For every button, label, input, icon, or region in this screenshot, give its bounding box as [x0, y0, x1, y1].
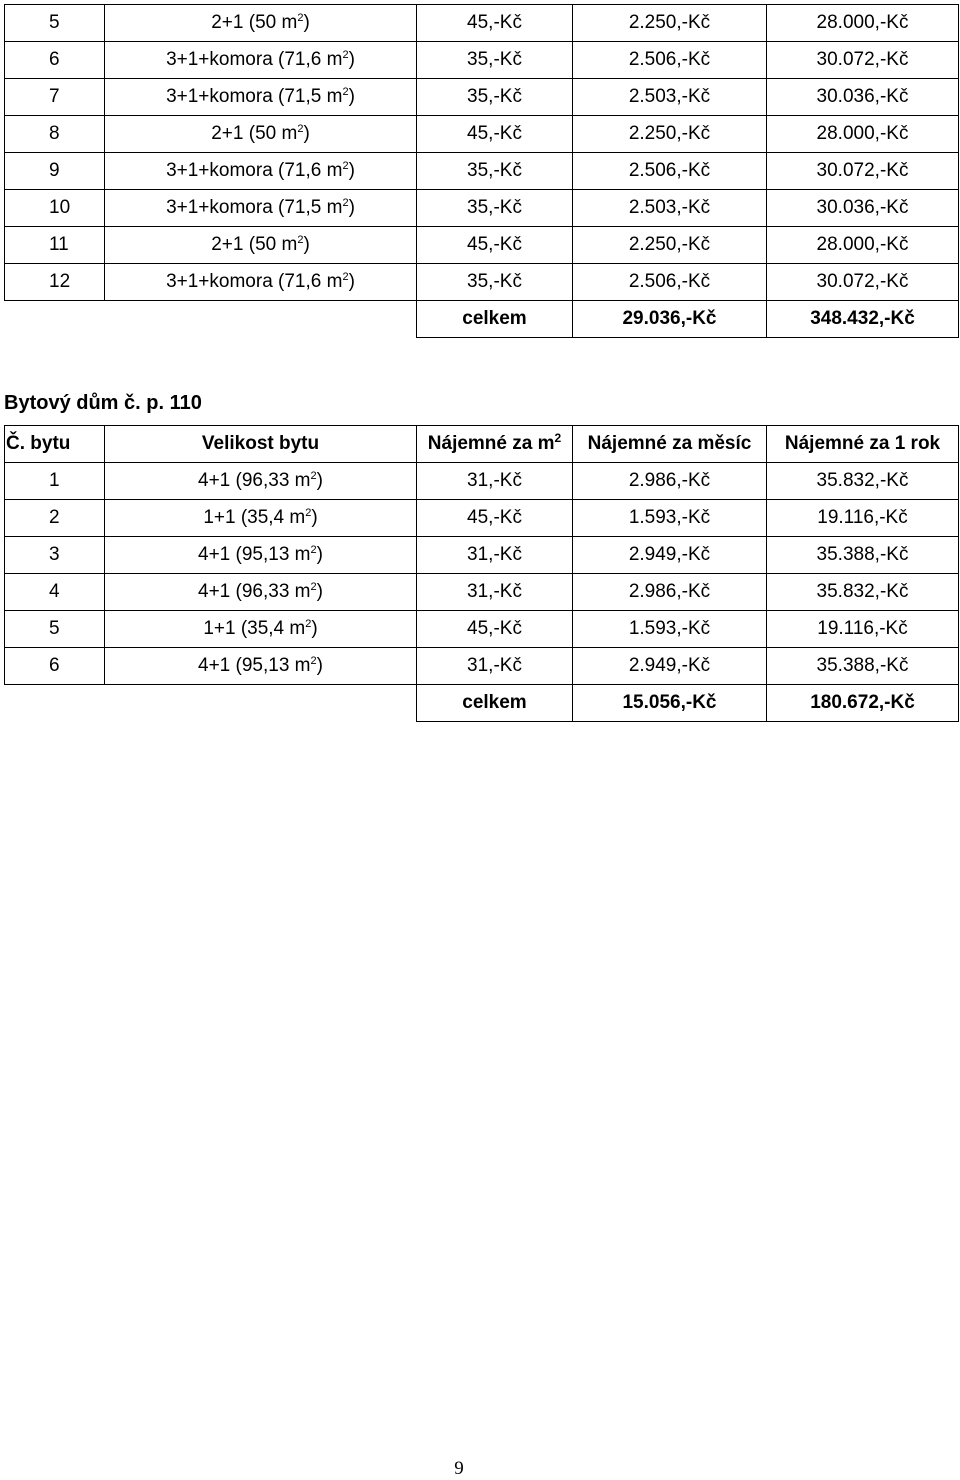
rent-per-m2: 45,-Kč — [417, 116, 573, 153]
apartment-number-cell — [5, 153, 105, 190]
rent-per-m2: 31,-Kč — [417, 463, 573, 500]
rent-per-year: 28.000,-Kč — [767, 5, 959, 42]
apartment-number: 6 — [49, 49, 60, 70]
rent-per-month: 2.250,-Kč — [573, 5, 767, 42]
unit-close: ) — [316, 655, 323, 676]
apartment-size: 4+1 (96,33 m — [198, 581, 311, 602]
table-row — [5, 264, 959, 301]
apartment-number-cell — [5, 227, 105, 264]
apartment-number: 6 — [49, 655, 60, 676]
rent-per-year: 30.072,-Kč — [767, 153, 959, 190]
rent-per-m2: 45,-Kč — [417, 500, 573, 537]
rent-per-month: 2.506,-Kč — [573, 153, 767, 190]
table-row — [5, 611, 959, 648]
rent-per-month: 1.593,-Kč — [573, 611, 767, 648]
unit-close: ) — [303, 12, 310, 33]
apartment-number-cell — [5, 79, 105, 116]
apartment-number: 1 — [49, 470, 60, 491]
apartment-size-cell — [105, 190, 417, 227]
apartment-size: 4+1 (96,33 m — [198, 470, 311, 491]
table-row — [5, 574, 959, 611]
apartment-number: 3 — [49, 544, 60, 565]
total-row — [5, 301, 959, 338]
apartment-number-cell — [5, 190, 105, 227]
rent-per-month: 2.949,-Kč — [573, 648, 767, 685]
rent-per-m2: 31,-Kč — [417, 574, 573, 611]
apartment-size: 3+1+komora (71,6 m — [166, 49, 343, 70]
rent-per-m2: 45,-Kč — [417, 227, 573, 264]
apartment-size: 3+1+komora (71,6 m — [166, 160, 343, 181]
unit-superscript: 2 — [305, 618, 312, 630]
unit-close: ) — [316, 581, 323, 602]
apartment-number: 11 — [49, 234, 69, 255]
rent-table-previous-body — [5, 5, 959, 338]
unit-superscript: 2 — [342, 160, 349, 172]
rent-per-m2: 35,-Kč — [417, 153, 573, 190]
apartment-number: 4 — [49, 581, 60, 602]
table-row — [5, 79, 959, 116]
table-row — [5, 648, 959, 685]
unit-close: ) — [311, 507, 318, 528]
total-label: celkem — [417, 301, 573, 338]
apartment-number-cell — [5, 264, 105, 301]
header-row — [5, 426, 959, 463]
rent-per-year: 35.388,-Kč — [767, 537, 959, 574]
apartment-size-cell — [105, 5, 417, 42]
rent-per-m2: 45,-Kč — [417, 5, 573, 42]
unit-superscript: 2 — [554, 431, 562, 445]
apartment-size-cell — [105, 79, 417, 116]
header-apartment-number-label: Č. bytu — [6, 433, 71, 454]
unit-close: ) — [316, 544, 323, 565]
unit-close: ) — [303, 123, 310, 144]
rent-per-year: 19.116,-Kč — [767, 500, 959, 537]
apartment-size: 2+1 (50 m — [211, 234, 298, 255]
page-number: 9 — [454, 1458, 464, 1479]
unit-superscript: 2 — [342, 86, 349, 98]
apartment-number-cell — [5, 574, 105, 611]
apartment-size: 3+1+komora (71,6 m — [166, 271, 343, 292]
unit-close: ) — [311, 618, 318, 639]
apartment-size: 4+1 (95,13 m — [198, 655, 311, 676]
rent-per-year: 19.116,-Kč — [767, 611, 959, 648]
apartment-size-cell — [105, 153, 417, 190]
unit-close: ) — [348, 197, 355, 218]
apartment-number-cell — [5, 537, 105, 574]
rent-per-year: 35.388,-Kč — [767, 648, 959, 685]
table-row — [5, 190, 959, 227]
apartment-size: 1+1 (35,4 m — [203, 507, 306, 528]
section-heading: Bytový dům č. p. 110 — [4, 392, 202, 414]
apartment-number-cell — [5, 116, 105, 153]
apartment-size: 4+1 (95,13 m — [198, 544, 311, 565]
total-month: 15.056,-Kč — [573, 685, 767, 722]
header-rent-per-m2 — [417, 426, 573, 463]
total-year: 348.432,-Kč — [767, 301, 959, 338]
apartment-number: 12 — [49, 271, 71, 292]
rent-per-month: 2.949,-Kč — [573, 537, 767, 574]
total-month: 29.036,-Kč — [573, 301, 767, 338]
rent-per-m2: 35,-Kč — [417, 190, 573, 227]
apartment-size-cell — [105, 264, 417, 301]
blank-cell — [5, 301, 105, 338]
table-row — [5, 5, 959, 42]
table-row — [5, 42, 959, 79]
rent-per-month: 2.506,-Kč — [573, 42, 767, 79]
apartment-size: 1+1 (35,4 m — [203, 618, 306, 639]
unit-superscript: 2 — [342, 197, 349, 209]
unit-superscript: 2 — [310, 655, 317, 667]
header-rent-per-month: Nájemné za měsíc — [573, 426, 767, 463]
header-apartment-number — [5, 426, 105, 463]
rent-per-m2: 31,-Kč — [417, 648, 573, 685]
apartment-number-cell — [5, 500, 105, 537]
apartment-size-cell — [105, 574, 417, 611]
total-row — [5, 685, 959, 722]
unit-superscript: 2 — [310, 544, 317, 556]
apartment-size: 2+1 (50 m — [211, 12, 298, 33]
rent-per-year: 35.832,-Kč — [767, 463, 959, 500]
total-year: 180.672,-Kč — [767, 685, 959, 722]
unit-superscript: 2 — [297, 234, 304, 246]
unit-superscript: 2 — [310, 470, 317, 482]
apartment-size-cell — [105, 500, 417, 537]
apartment-size-cell — [105, 227, 417, 264]
table-row — [5, 227, 959, 264]
rent-per-year: 30.036,-Kč — [767, 190, 959, 227]
unit-close: ) — [348, 271, 355, 292]
apartment-number: 7 — [49, 86, 60, 107]
rent-per-year: 30.036,-Kč — [767, 79, 959, 116]
apartment-number: 10 — [49, 197, 71, 218]
rent-per-m2: 35,-Kč — [417, 264, 573, 301]
rent-per-year: 30.072,-Kč — [767, 42, 959, 79]
unit-close: ) — [303, 234, 310, 255]
table-row — [5, 153, 959, 190]
rent-per-m2: 35,-Kč — [417, 42, 573, 79]
table-row — [5, 537, 959, 574]
rent-per-year: 28.000,-Kč — [767, 116, 959, 153]
unit-close: ) — [348, 160, 355, 181]
unit-close: ) — [348, 49, 355, 70]
table-row — [5, 500, 959, 537]
apartment-number-cell — [5, 648, 105, 685]
rent-per-month: 2.503,-Kč — [573, 79, 767, 116]
blank-cell — [5, 685, 105, 722]
apartment-number-cell — [5, 611, 105, 648]
rent-table-cp110 — [4, 425, 959, 722]
apartment-number-cell — [5, 463, 105, 500]
apartment-size: 2+1 (50 m — [211, 123, 298, 144]
table-row — [5, 463, 959, 500]
apartment-size: 3+1+komora (71,5 m — [166, 86, 343, 107]
unit-close: ) — [348, 86, 355, 107]
rent-per-month: 1.593,-Kč — [573, 500, 767, 537]
rent-per-m2: 35,-Kč — [417, 79, 573, 116]
rent-per-m2: 31,-Kč — [417, 537, 573, 574]
apartment-size: 3+1+komora (71,5 m — [166, 197, 343, 218]
rent-per-month: 2.986,-Kč — [573, 463, 767, 500]
unit-superscript: 2 — [342, 49, 349, 61]
rent-table-cp110-body — [5, 426, 959, 722]
header-rent-per-year: Nájemné za 1 rok — [767, 426, 959, 463]
unit-superscript: 2 — [305, 507, 312, 519]
rent-per-month: 2.506,-Kč — [573, 264, 767, 301]
apartment-size-cell — [105, 537, 417, 574]
rent-per-year: 30.072,-Kč — [767, 264, 959, 301]
rent-table-previous — [4, 4, 959, 338]
header-apartment-size: Velikost bytu — [105, 426, 417, 463]
unit-superscript: 2 — [342, 271, 349, 283]
blank-cell — [105, 685, 417, 722]
blank-cell — [105, 301, 417, 338]
rent-per-month: 2.503,-Kč — [573, 190, 767, 227]
apartment-number-cell — [5, 5, 105, 42]
apartment-number: 5 — [49, 618, 60, 639]
total-label: celkem — [417, 685, 573, 722]
rent-per-year: 35.832,-Kč — [767, 574, 959, 611]
apartment-size-cell — [105, 116, 417, 153]
apartment-size-cell — [105, 611, 417, 648]
rent-per-month: 2.250,-Kč — [573, 227, 767, 264]
rent-per-m2: 45,-Kč — [417, 611, 573, 648]
rent-per-month: 2.986,-Kč — [573, 574, 767, 611]
apartment-number: 9 — [49, 160, 60, 181]
apartment-size-cell — [105, 648, 417, 685]
apartment-number: 8 — [49, 123, 60, 144]
apartment-size-cell — [105, 42, 417, 79]
unit-superscript: 2 — [310, 581, 317, 593]
unit-superscript: 2 — [297, 123, 304, 135]
apartment-size-cell — [105, 463, 417, 500]
unit-close: ) — [316, 470, 323, 491]
apartment-number-cell — [5, 42, 105, 79]
table-row — [5, 116, 959, 153]
unit-superscript: 2 — [297, 12, 304, 24]
apartment-number: 5 — [49, 12, 60, 33]
rent-per-year: 28.000,-Kč — [767, 227, 959, 264]
rent-per-month: 2.250,-Kč — [573, 116, 767, 153]
header-rent-per-m2-label: Nájemné za m — [427, 433, 555, 454]
apartment-number: 2 — [49, 507, 60, 528]
